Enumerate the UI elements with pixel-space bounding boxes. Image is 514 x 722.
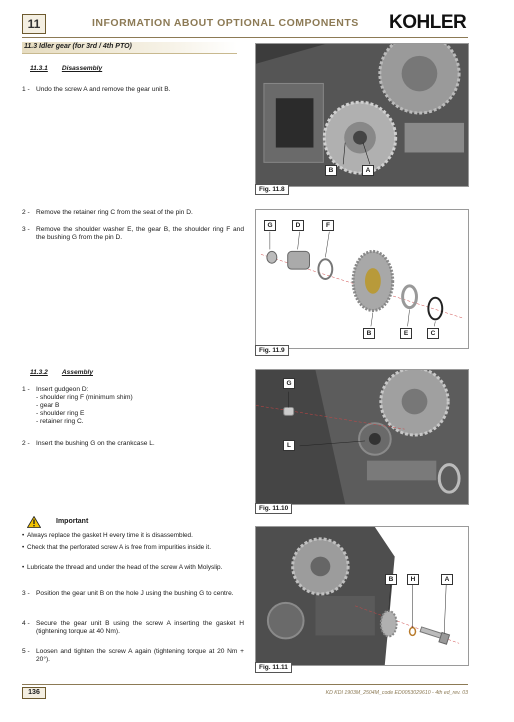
callout-l: L xyxy=(283,440,295,451)
important-label: Important xyxy=(56,518,89,525)
assembly-step: 4 - Secure the gear unit B using the screw A inserting the gasket H (tightening torque at 40 Nm). xyxy=(22,620,244,635)
assembly-heading xyxy=(30,369,93,376)
disassembly-number: 11.3.1 xyxy=(30,65,48,72)
disassembly-step: 1 - Undo the screw A and remove the gear unit B. xyxy=(22,86,171,93)
callout-g: G xyxy=(264,220,276,231)
figure-11-10-image xyxy=(255,369,469,505)
chapter-number: 11 xyxy=(22,14,46,34)
kohler-logo: KOHLER xyxy=(389,12,467,33)
figure-11-11-label: Fig. 11.11 xyxy=(255,662,292,673)
assembly-number: 11.3.2 xyxy=(30,369,48,376)
callout-a: A xyxy=(362,165,374,176)
assembly-step: 1 - Insert gudgeon D: - shoulder ring F (minimum shim) - gear B - shoulder ring E - retainer ring C. xyxy=(22,386,133,425)
disassembly-title: Disassembly xyxy=(61,65,103,72)
callout-f: F xyxy=(322,220,334,231)
header-title: INFORMATION ABOUT OPTIONAL COMPONENTS xyxy=(92,17,359,29)
callout-b: B xyxy=(363,328,375,339)
warning-icon xyxy=(27,516,41,528)
callout-a: A xyxy=(441,574,453,585)
callout-b: B xyxy=(385,574,397,585)
assembly-title: Assembly xyxy=(61,369,93,376)
figure-11-11-image xyxy=(255,526,469,666)
disassembly-heading xyxy=(30,65,102,72)
important-note: • Always replace the gasket H every time it is disassembled. xyxy=(22,532,193,539)
figure-11-8-image xyxy=(255,43,469,187)
callout-b: B xyxy=(325,165,337,176)
document-reference: KD KDI 1903M_2504M_code ED0053029610 - 4th ed_rev. 03 xyxy=(325,690,468,696)
page-number: 136 xyxy=(22,687,46,699)
disassembly-step: 2 - Remove the retainer ring C from the seat of the pin D. xyxy=(22,209,193,216)
assembly-step: 5 - Loosen and tighten the screw A again (tightening torque at 20 Nm + 20°). xyxy=(22,648,244,663)
bullet: • xyxy=(22,532,25,539)
figure-11-8-label: Fig. 11.8 xyxy=(255,184,289,195)
important-note: • Lubricate the thread and under the head of the screw A with Molyslip. xyxy=(22,564,223,571)
assembly-step: 3 - Position the gear unit B on the hole J using the bushing G to centre. xyxy=(22,590,234,597)
callout-e: E xyxy=(400,328,412,339)
gear-unit-assembly-illustration xyxy=(256,527,468,665)
disassembly-step: 3 - Remove the shoulder washer E, the gear B, the shoulder ring F and the bushing G from the pin D. xyxy=(22,226,244,241)
figure-11-10-label: Fig. 11.10 xyxy=(255,503,292,514)
assembly-step: 2 - Insert the bushing G on the crankcase L. xyxy=(22,440,155,447)
header-divider xyxy=(22,37,468,38)
callout-c: C xyxy=(427,328,439,339)
bullet: • xyxy=(22,564,25,571)
important-note: • Check that the perforated screw A is free from impurities inside it. xyxy=(22,544,211,551)
figure-11-9-label: Fig. 11.9 xyxy=(255,345,289,356)
footer-divider xyxy=(22,684,468,685)
callout-g: G xyxy=(283,378,295,389)
callout-d: D xyxy=(292,220,304,231)
figure-11-9-image xyxy=(255,209,469,349)
callout-h: H xyxy=(407,574,419,585)
crankcase-bushing-illustration xyxy=(256,370,468,504)
section-title: 11.3 Idler gear (for 3rd / 4th PTO) xyxy=(24,43,132,50)
bullet: • xyxy=(22,544,25,551)
